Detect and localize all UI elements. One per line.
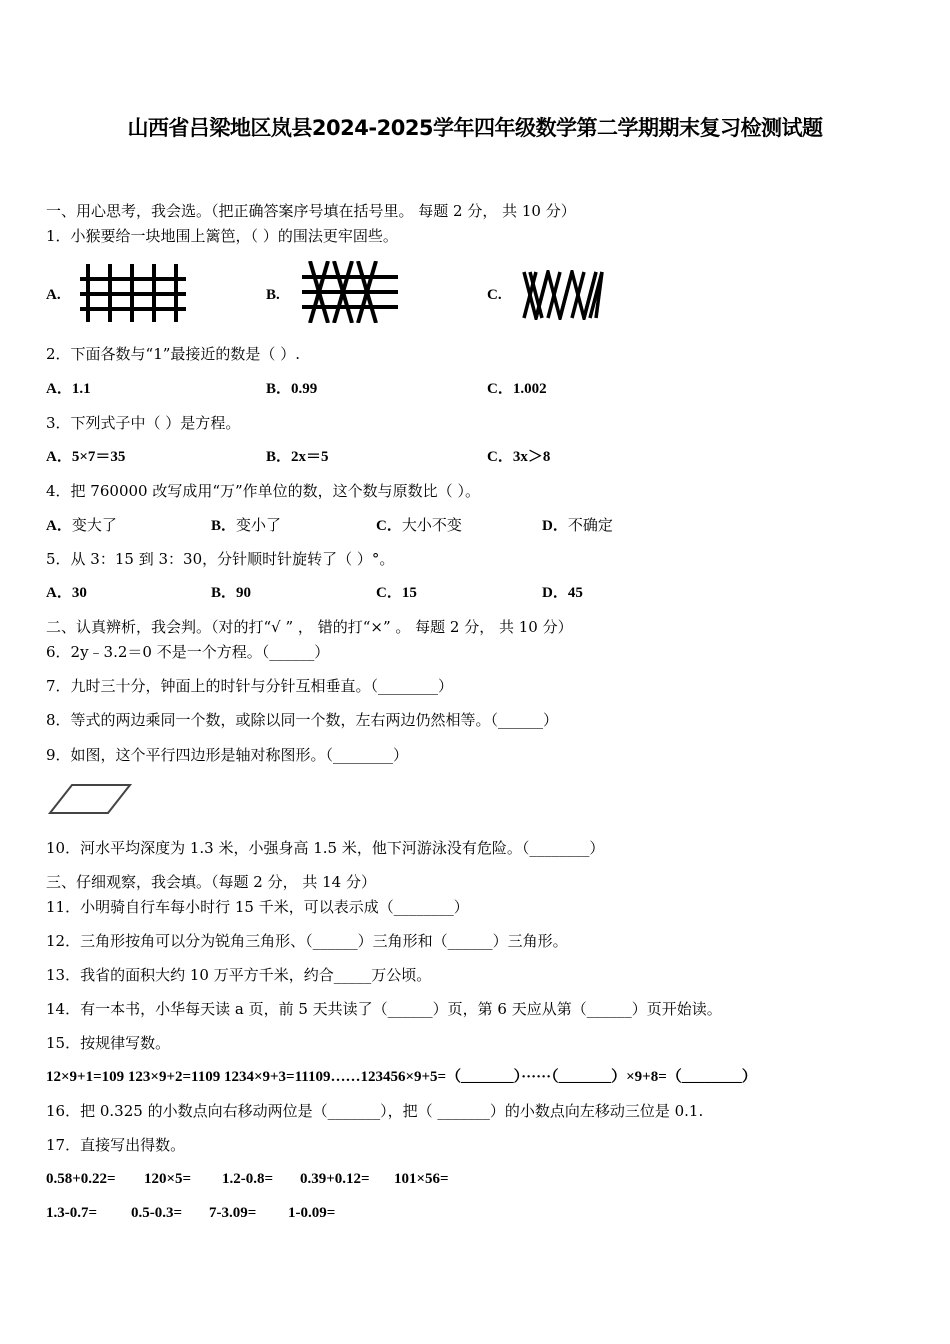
- q1-option-c: C.: [487, 287, 502, 303]
- q17-item: 0.39+0.12=: [300, 1171, 370, 1187]
- question-10: 10．河水平均深度为 1.3 米，小强身高 1.5 米，他下河游泳没有危险。（________）: [46, 839, 605, 857]
- q4-option-c: C．大小不变: [376, 516, 462, 534]
- q5-option-d: D．45: [542, 585, 583, 601]
- q17-item: 1.2-0.8=: [222, 1171, 274, 1187]
- question-12: 12．三角形按角可以分为锐角三角形、（______）三角形和（______）三角形。: [46, 932, 568, 950]
- parallelogram-icon: [48, 783, 132, 815]
- section-1-heading: 一、用心思考，我会选。（把正确答案序号填在括号里。 每题 2 分， 共 10 分）: [46, 202, 576, 220]
- question-17: 17．直接写出得数。: [46, 1136, 186, 1154]
- question-1: 1．小猴要给一块地围上篱笆，（ ）的围法更牢固些。: [46, 227, 398, 245]
- q17-item: 7-3.09=: [209, 1205, 257, 1221]
- q17-item: 101×56=: [394, 1171, 449, 1187]
- diagonal-cross-fence-icon: [302, 261, 398, 323]
- q5-option-a: A．30: [46, 585, 87, 601]
- q17-item: 1-0.09=: [288, 1205, 336, 1221]
- question-6: 6．2y﹣3.2＝0 不是一个方程。（______）: [46, 643, 330, 661]
- q4-option-b: B．变小了: [211, 516, 282, 534]
- q3-option-a: A．5×7＝35: [46, 449, 126, 465]
- question-4: 4．把 760000 改写成用“万”作单位的数，这个数与原数比（ ）。: [46, 482, 480, 500]
- question-5: 5．从 3：15 到 3：30，分针顺时针旋转了（ ）°。: [46, 550, 395, 568]
- q2-option-b: B．0.99: [266, 381, 318, 397]
- q17-item: 1.3-0.7=: [46, 1205, 98, 1221]
- question-13: 13．我省的面积大约 10 万平方千米，约合_____万公顷。: [46, 966, 432, 984]
- question-14: 14．有一本书，小华每天读 a 页，前 5 天共读了（______）页，第 6 天应从第（______）页开始读。: [46, 1000, 722, 1018]
- q5-option-b: B．90: [211, 585, 252, 601]
- q3-option-b: B．2x＝5: [266, 449, 329, 465]
- page-title: 山西省吕梁地区岚县2024-2025学年四年级数学第二学期期末复习检测试题: [127, 116, 823, 140]
- question-11: 11．小明骑自行车每小时行 15 千米，可以表示成（________）: [46, 898, 469, 916]
- q17-item: 0.58+0.22=: [46, 1171, 116, 1187]
- q1-option-a: A.: [46, 287, 61, 303]
- q2-option-c: C．1.002: [487, 381, 547, 397]
- square-grid-fence-icon: [80, 264, 186, 322]
- q5-option-c: C．15: [376, 585, 417, 601]
- question-8: 8．等式的两边乘同一个数，或除以同一个数，左右两边仍然相等。（______）: [46, 711, 559, 729]
- q1-option-b: B.: [266, 287, 280, 303]
- section-2-heading: 二、认真辨析，我会判。（对的打“√ ” ， 错的打“×” 。 每题 2 分， 共 10 分）: [46, 618, 573, 636]
- question-3: 3．下列式子中（ ）是方程。: [46, 414, 241, 432]
- q17-item: 120×5=: [144, 1171, 192, 1187]
- q4-option-d: D．不确定: [542, 516, 613, 534]
- question-15-formula: 12×9+1=109 123×9+2=1109 1234×9+3=11109……123456×9+5=（_______）······（_______）×9+8=（________）: [46, 1069, 757, 1085]
- question-15: 15．按规律写数。: [46, 1034, 171, 1052]
- section-3-heading: 三、仔细观察，我会填。（每题 2 分， 共 14 分）: [46, 873, 376, 891]
- question-9: 9．如图，这个平行四边形是轴对称图形。（________）: [46, 746, 409, 764]
- q3-option-c: C．3x＞8: [487, 449, 551, 465]
- question-16: 16．把 0.325 的小数点向右移动两位是（_______），把（ _______）的小数点向左移动三位是 0.1.: [46, 1102, 704, 1120]
- question-7: 7．九时三十分，钟面上的时针与分针互相垂直。（________）: [46, 677, 454, 695]
- diamond-lattice-fence-icon: [522, 270, 604, 320]
- question-2: 2．下面各数与“1”最接近的数是（ ）.: [46, 345, 300, 363]
- q17-item: 0.5-0.3=: [131, 1205, 183, 1221]
- q2-option-a: A．1.1: [46, 381, 91, 397]
- q4-option-a: A．变大了: [46, 516, 117, 534]
